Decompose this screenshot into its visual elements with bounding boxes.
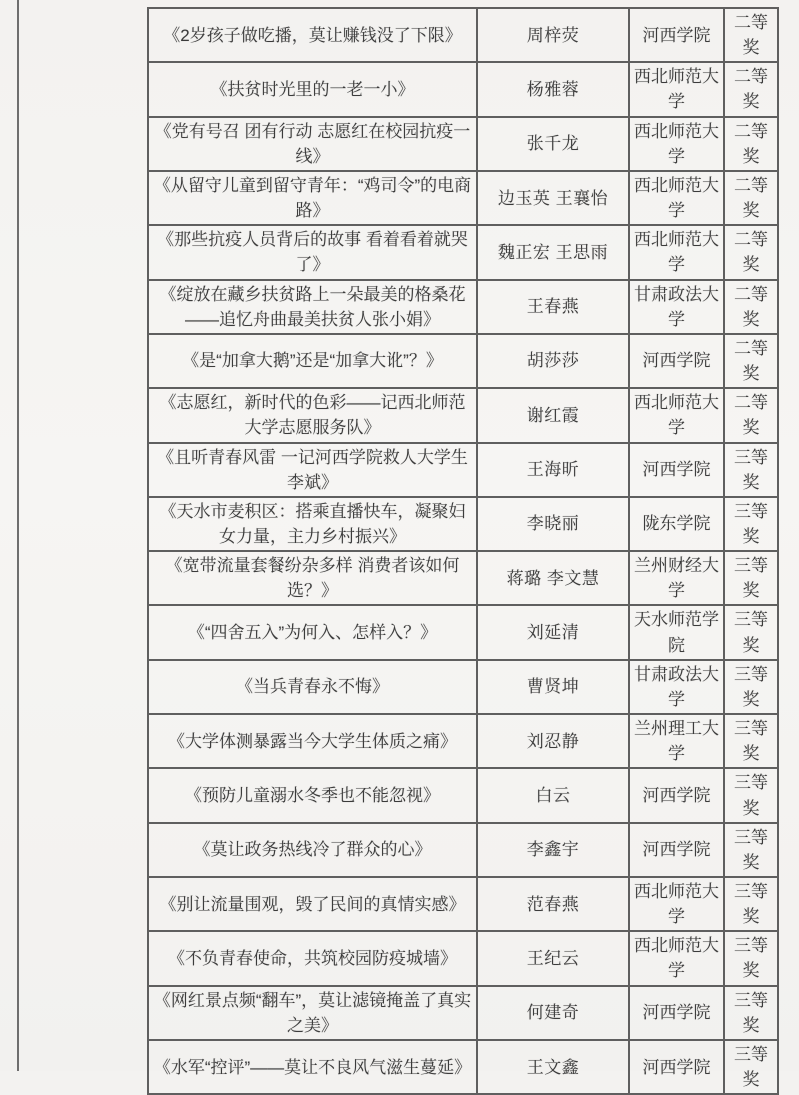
author-cell: 周梓荧 xyxy=(477,8,629,62)
table-row xyxy=(148,171,778,225)
page-edge-line xyxy=(17,0,19,1071)
award-cell: 三等奖 xyxy=(724,768,778,822)
table-row xyxy=(148,388,778,442)
title-cell: 《从留守儿童到留守青年：“鸡司令”的电商路》 xyxy=(148,171,477,225)
title-cell: 《绽放在藏乡扶贫路上一朵最美的格桑花——追忆舟曲最美扶贫人张小娟》 xyxy=(148,280,477,334)
table-row xyxy=(148,8,778,62)
university-cell: 西北师范大学 xyxy=(629,171,724,225)
award-cell: 二等奖 xyxy=(724,225,778,279)
table-row xyxy=(148,605,778,659)
title-cell: 《那些抗疫人员背后的故事 看着看着就哭了》 xyxy=(148,225,477,279)
table-row xyxy=(148,1040,778,1094)
awards-table-body xyxy=(148,8,778,1094)
table-row xyxy=(148,334,778,388)
table-row xyxy=(148,225,778,279)
award-cell: 三等奖 xyxy=(724,1040,778,1094)
title-cell: 《宽带流量套餐纷杂多样 消费者该如何选？》 xyxy=(148,551,477,605)
university-cell: 西北师范大学 xyxy=(629,62,724,116)
university-cell: 甘肃政法大学 xyxy=(629,660,724,714)
award-cell: 三等奖 xyxy=(724,931,778,985)
award-cell: 二等奖 xyxy=(724,8,778,62)
award-cell: 二等奖 xyxy=(724,388,778,442)
university-cell: 河西学院 xyxy=(629,1040,724,1094)
author-cell: 杨雅蓉 xyxy=(477,62,629,116)
table-row xyxy=(148,877,778,931)
title-cell: 《党有号召 团有行动 志愿红在校园抗疫一线》 xyxy=(148,117,477,171)
award-cell: 二等奖 xyxy=(724,117,778,171)
author-cell: 王春燕 xyxy=(477,280,629,334)
title-cell: 《预防儿童溺水冬季也不能忽视》 xyxy=(148,768,477,822)
university-cell: 兰州财经大学 xyxy=(629,551,724,605)
table-row xyxy=(148,931,778,985)
table-row xyxy=(148,497,778,551)
award-cell: 三等奖 xyxy=(724,660,778,714)
award-cell: 三等奖 xyxy=(724,551,778,605)
author-cell: 范春燕 xyxy=(477,877,629,931)
award-cell: 二等奖 xyxy=(724,280,778,334)
university-cell: 陇东学院 xyxy=(629,497,724,551)
author-cell: 谢红霞 xyxy=(477,388,629,442)
author-cell: 何建奇 xyxy=(477,986,629,1040)
author-cell: 李晓丽 xyxy=(477,497,629,551)
award-cell: 三等奖 xyxy=(724,986,778,1040)
author-cell: 李鑫宇 xyxy=(477,823,629,877)
awards-table xyxy=(147,7,779,1095)
author-cell: 张千龙 xyxy=(477,117,629,171)
university-cell: 河西学院 xyxy=(629,986,724,1040)
title-cell: 《不负青春使命，共筑校园防疫城墙》 xyxy=(148,931,477,985)
university-cell: 西北师范大学 xyxy=(629,931,724,985)
title-cell: 《水军“控评”——莫让不良风气滋生蔓延》 xyxy=(148,1040,477,1094)
table-row xyxy=(148,823,778,877)
author-cell: 边玉英 王襄怡 xyxy=(477,171,629,225)
university-cell: 河西学院 xyxy=(629,334,724,388)
table-row xyxy=(148,714,778,768)
author-cell: 刘忍静 xyxy=(477,714,629,768)
title-cell: 《扶贫时光里的一老一小》 xyxy=(148,62,477,116)
university-cell: 甘肃政法大学 xyxy=(629,280,724,334)
title-cell: 《志愿红，新时代的色彩——记西北师范大学志愿服务队》 xyxy=(148,388,477,442)
author-cell: 刘延清 xyxy=(477,605,629,659)
award-cell: 三等奖 xyxy=(724,877,778,931)
table-row xyxy=(148,986,778,1040)
university-cell: 西北师范大学 xyxy=(629,225,724,279)
university-cell: 西北师范大学 xyxy=(629,877,724,931)
university-cell: 兰州理工大学 xyxy=(629,714,724,768)
author-cell: 王文鑫 xyxy=(477,1040,629,1094)
table-row xyxy=(148,768,778,822)
table-row xyxy=(148,551,778,605)
title-cell: 《天水市麦积区：搭乘直播快车，凝聚妇女力量，主力乡村振兴》 xyxy=(148,497,477,551)
award-cell: 三等奖 xyxy=(724,443,778,497)
title-cell: 《莫让政务热线冷了群众的心》 xyxy=(148,823,477,877)
author-cell: 曹贤坤 xyxy=(477,660,629,714)
title-cell: 《网红景点频“翻车”，莫让滤镜掩盖了真实之美》 xyxy=(148,986,477,1040)
award-cell: 三等奖 xyxy=(724,497,778,551)
university-cell: 西北师范大学 xyxy=(629,117,724,171)
title-cell: 《大学体测暴露当今大学生体质之痛》 xyxy=(148,714,477,768)
award-cell: 二等奖 xyxy=(724,62,778,116)
table-row xyxy=(148,280,778,334)
award-cell: 二等奖 xyxy=(724,334,778,388)
title-cell: 《2岁孩子做吃播，莫让赚钱没了下限》 xyxy=(148,8,477,62)
university-cell: 河西学院 xyxy=(629,8,724,62)
title-cell: 《“四舍五入”为何入、怎样入？》 xyxy=(148,605,477,659)
title-cell: 《当兵青春永不悔》 xyxy=(148,660,477,714)
author-cell: 胡莎莎 xyxy=(477,334,629,388)
university-cell: 天水师范学院 xyxy=(629,605,724,659)
title-cell: 《是“加拿大鹅”还是“加拿大讹”？》 xyxy=(148,334,477,388)
award-cell: 三等奖 xyxy=(724,714,778,768)
author-cell: 魏正宏 王思雨 xyxy=(477,225,629,279)
university-cell: 河西学院 xyxy=(629,443,724,497)
author-cell: 王海昕 xyxy=(477,443,629,497)
author-cell: 蒋璐 李文慧 xyxy=(477,551,629,605)
university-cell: 河西学院 xyxy=(629,823,724,877)
title-cell: 《且听青春风雷 一记河西学院救人大学生李斌》 xyxy=(148,443,477,497)
table-row xyxy=(148,62,778,116)
award-cell: 三等奖 xyxy=(724,823,778,877)
table-row xyxy=(148,443,778,497)
university-cell: 西北师范大学 xyxy=(629,388,724,442)
table-row xyxy=(148,660,778,714)
table-row xyxy=(148,117,778,171)
author-cell: 白云 xyxy=(477,768,629,822)
title-cell: 《别让流量围观，毁了民间的真情实感》 xyxy=(148,877,477,931)
award-cell: 二等奖 xyxy=(724,171,778,225)
award-cell: 三等奖 xyxy=(724,605,778,659)
university-cell: 河西学院 xyxy=(629,768,724,822)
author-cell: 王纪云 xyxy=(477,931,629,985)
